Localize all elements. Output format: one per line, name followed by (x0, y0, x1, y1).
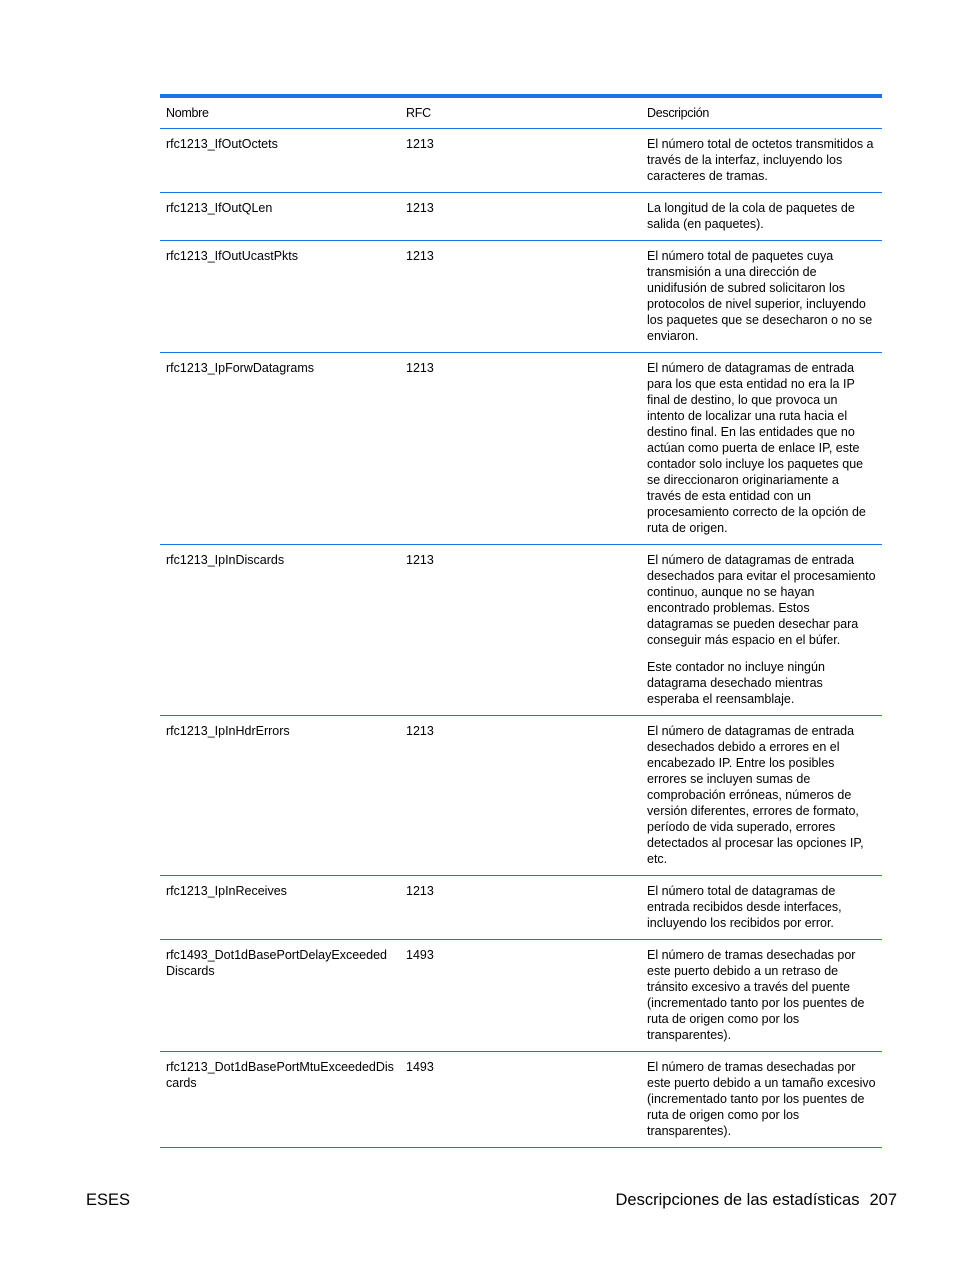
description-paragraph: El número de datagramas de entrada para los que esta entidad no era la IP final de destino, lo que provoca un intento de localizar una ruta hacia el destino final. En las entidades que no actúan como puerta de enlace IP, este contador solo incluye los paquetes que se direccionaron originariamente a través de esta entidad con un procesamiento correcto de la opción de ruta de origen. (647, 361, 866, 535)
description-cell (641, 193, 882, 241)
description-paragraph: El número de datagramas de entrada desechados debido a errores en el encabezado IP. Entre los posibles errores se incluyen sumas de comprobación erróneas, números de versión diferentes, errores de formato, período de vida superado, errores detectados al procesar las opciones IP, etc. (647, 724, 864, 866)
stat-name-cell: rfc1213_Dot1dBasePortMtuExceededDiscards (160, 1052, 400, 1148)
stat-name-cell: rfc1213_IpInDiscards (160, 545, 400, 716)
description-cell (641, 716, 882, 876)
stat-name-cell: rfc1213_IfOutQLen (160, 193, 400, 241)
description-cell (641, 940, 882, 1052)
rfc-cell: 1213 (400, 353, 641, 545)
description-paragraph: El número total de datagramas de entrada recibidos desde interfaces, incluyendo los recibidos por error. (647, 884, 842, 930)
header-name: Nombre (160, 96, 400, 129)
description-cell (641, 545, 882, 716)
description-paragraph: El número de tramas desechadas por este puerto debido a un tamaño excesivo (incrementado tanto por los puentes de ruta de origen como por los transparentes). (647, 1060, 876, 1138)
description-paragraph: El número total de octetos transmitidos a través de la interfaz, incluyendo los caracteres de tramas. (647, 137, 874, 183)
table-row (160, 545, 882, 716)
rfc-cell: 1493 (400, 1052, 641, 1148)
stat-name-cell: rfc1213_IfOutOctets (160, 129, 400, 193)
description-cell (641, 241, 882, 353)
stat-name-cell: rfc1493_Dot1dBasePortDelayExceededDiscards (160, 940, 400, 1052)
page-number: 207 (869, 1191, 897, 1209)
table-row (160, 129, 882, 193)
table-body (160, 129, 882, 1148)
table-row (160, 716, 882, 876)
stat-name-cell: rfc1213_IpInHdrErrors (160, 716, 400, 876)
rfc-cell: 1213 (400, 545, 641, 716)
rfc-cell: 1213 (400, 193, 641, 241)
description-cell (641, 876, 882, 940)
table-row (160, 193, 882, 241)
description-paragraph: La longitud de la cola de paquetes de salida (en paquetes). (647, 201, 855, 231)
description-cell (641, 129, 882, 193)
header-description: Descripción (641, 96, 882, 129)
description-paragraph: El número total de paquetes cuya transmisión a una dirección de unidifusión de subred solicitaron los protocolos de nivel superior, incluyendo los paquetes que se desecharon o no se enviaron. (647, 249, 873, 343)
stat-name-cell: rfc1213_IpForwDatagrams (160, 353, 400, 545)
description-cell (641, 1052, 882, 1148)
rfc-cell: 1213 (400, 129, 641, 193)
description-paragraph: El número de datagramas de entrada desechados para evitar el procesamiento continuo, aunque no se hayan encontrado problemas. Estos datagramas se pueden desechar para conseguir más espacio en el búfer. (647, 553, 876, 647)
footer-language-code: ESES (86, 1191, 131, 1209)
rfc-cell: 1213 (400, 241, 641, 353)
statistics-table (160, 94, 882, 1148)
header-rfc: RFC (400, 96, 641, 129)
description-paragraph: Este contador no incluye ningún datagrama desechado mientras esperaba el reensamblaje. (647, 660, 825, 706)
table-row (160, 353, 882, 545)
rfc-cell: 1493 (400, 940, 641, 1052)
description-cell (641, 353, 882, 545)
stat-name-cell: rfc1213_IpInReceives (160, 876, 400, 940)
table-row (160, 241, 882, 353)
description-paragraph: El número de tramas desechadas por este puerto debido a un retraso de tránsito excesivo a través del puente (incrementado tanto por los puentes de ruta de origen como por los transparentes). (647, 948, 865, 1042)
table-row (160, 1052, 882, 1148)
rfc-cell: 1213 (400, 876, 641, 940)
table-row (160, 940, 882, 1052)
rfc-cell: 1213 (400, 716, 641, 876)
footer-section (616, 1191, 897, 1210)
stat-name-cell: rfc1213_IfOutUcastPkts (160, 241, 400, 353)
footer-section-title: Descripciones de las estadísticas (615, 1191, 860, 1209)
table-row (160, 876, 882, 940)
table-header-row (160, 96, 882, 129)
